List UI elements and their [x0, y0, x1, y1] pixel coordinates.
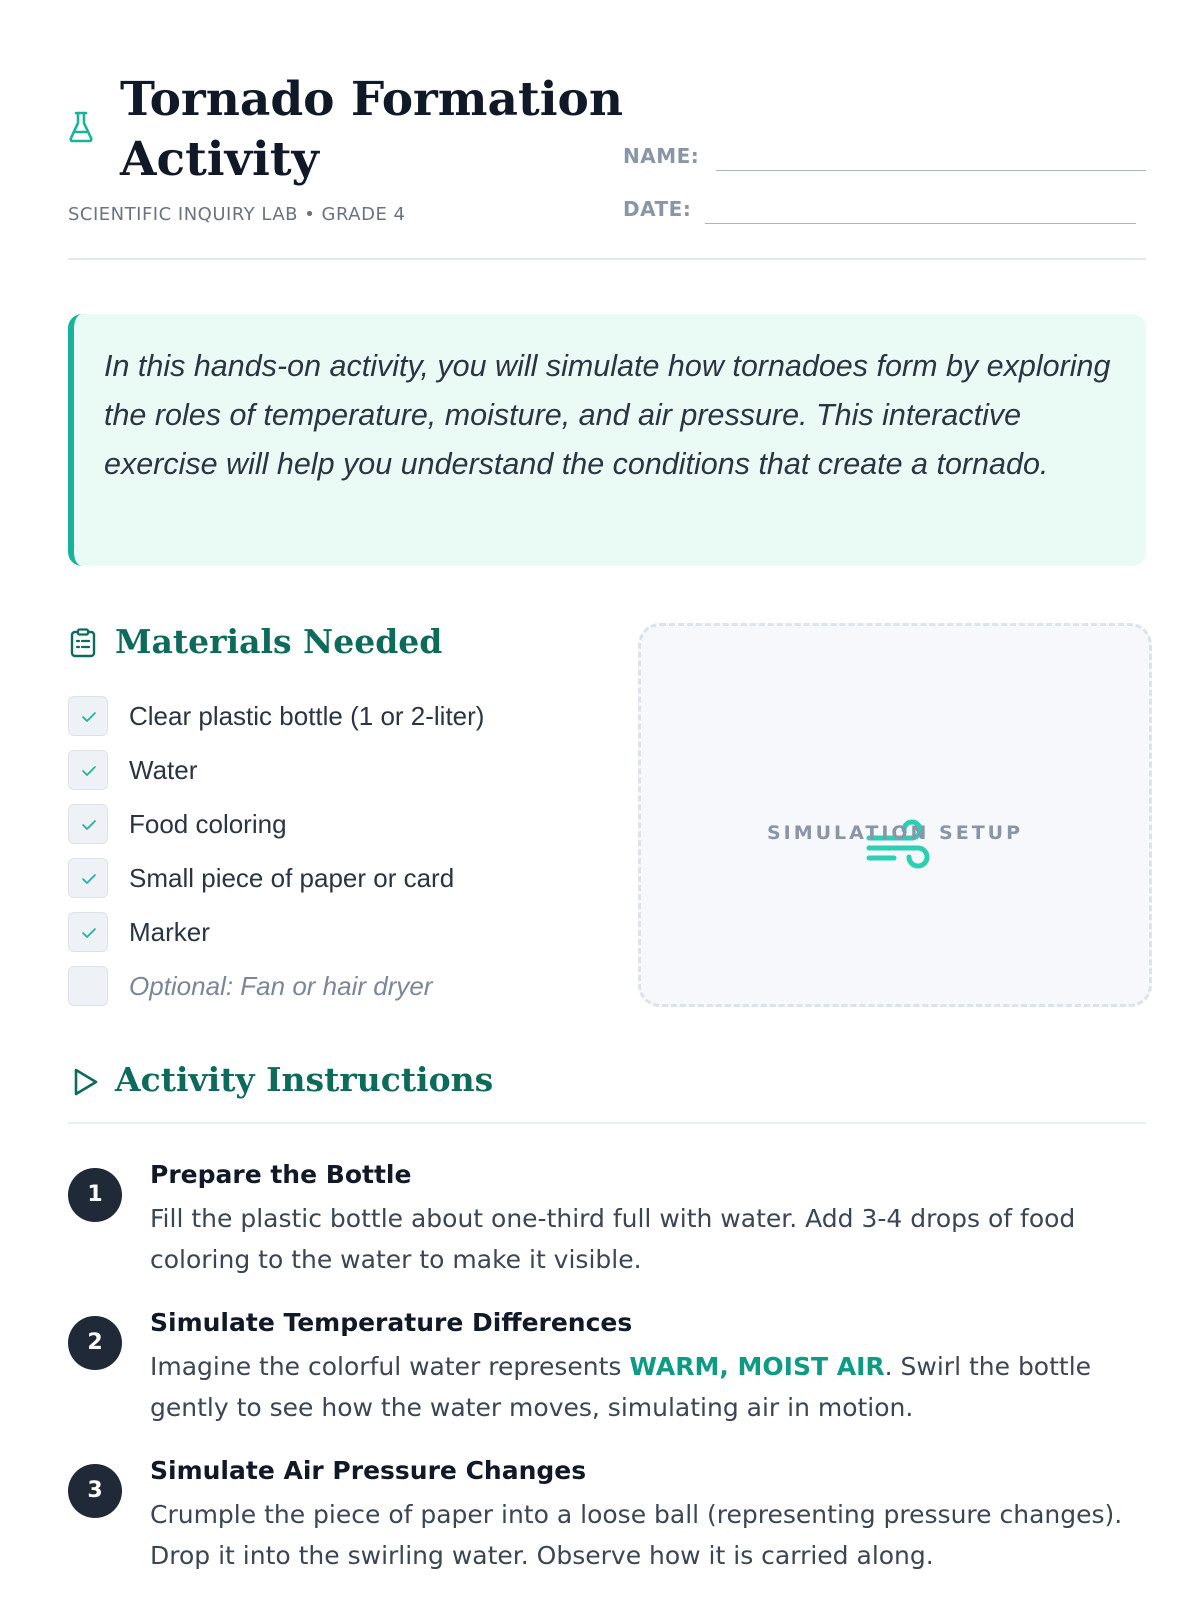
intro-text: In this hands-on activity, you will simulate how tornadoes form by exploring the roles of temperature, moisture, and air pressure. This interactive exercise will help you understand the conditions that create a tornado.: [104, 349, 1111, 481]
step-body: Fill the plastic bottle about one-third full with water. Add 3-4 drops of food coloring to the water to make it visible.: [150, 1204, 1076, 1274]
list-item: [68, 802, 628, 856]
page-header: [68, 70, 1146, 260]
materials-title: Materials Needed: [115, 622, 443, 661]
page-subtitle: SCIENTIFIC INQUIRY LAB • GRADE 4: [68, 204, 406, 225]
step-body-text: . Swirl the bottle gently to see how the water moves, simulating air in motion.: [150, 1352, 1092, 1422]
flask-icon: [68, 110, 94, 144]
step-number: 2: [68, 1316, 122, 1370]
name-field[interactable]: [716, 170, 1146, 171]
step-title: Simulate Temperature Differences: [150, 1308, 633, 1337]
checkmark-icon: [81, 817, 97, 833]
checkmark-icon: [81, 763, 97, 779]
play-icon: [72, 1067, 100, 1097]
step-body: Crumple the piece of paper into a loose ball (representing pressure changes). Drop it into the swirling water. Observe how it is carried along.: [150, 1500, 1123, 1570]
checkmark-icon: [81, 871, 97, 887]
highlight-term: WARM, MOIST AIR: [629, 1352, 885, 1381]
checkmark-icon: [81, 709, 97, 725]
list-item: [68, 964, 628, 1018]
step-body-text: Imagine the colorful water represents: [150, 1352, 630, 1381]
step-body: [150, 1346, 1150, 1428]
checkmark-icon: [81, 925, 97, 941]
step-title: Simulate Air Pressure Changes: [150, 1456, 587, 1485]
clipboard-icon: [70, 628, 96, 658]
simulation-setup-label: SIMULATION SETUP: [766, 822, 1024, 844]
instructions-title: Activity Instructions: [115, 1060, 494, 1099]
checkbox[interactable]: [68, 858, 108, 898]
list-item: [68, 694, 628, 748]
date-label: DATE:: [623, 197, 692, 221]
list-item: [68, 910, 628, 964]
checkbox[interactable]: [68, 966, 108, 1006]
material-label: Water: [129, 755, 198, 785]
material-label: Optional: Fan or hair dryer: [129, 971, 433, 1001]
list-item: [68, 856, 628, 910]
checkbox[interactable]: [68, 804, 108, 844]
list-item: [68, 748, 628, 802]
materials-list: [68, 694, 628, 1018]
checkbox[interactable]: [68, 696, 108, 736]
step-number: 3: [68, 1464, 122, 1518]
intro-callout: [68, 314, 1146, 566]
date-field[interactable]: [705, 223, 1136, 224]
material-label: Food coloring: [129, 809, 287, 839]
step-number: 1: [68, 1168, 122, 1222]
checkbox[interactable]: [68, 750, 108, 790]
material-label: Marker: [129, 917, 210, 947]
material-label: Clear plastic bottle (1 or 2-liter): [129, 701, 485, 731]
page-title: Tornado Formation Activity: [120, 72, 624, 187]
simulation-setup-placeholder: [638, 623, 1152, 1007]
step-title: Prepare the Bottle: [150, 1160, 412, 1189]
name-label: NAME:: [623, 144, 700, 168]
checkbox[interactable]: [68, 912, 108, 952]
material-label: Small piece of paper or card: [129, 863, 455, 893]
divider: [68, 1122, 1146, 1124]
